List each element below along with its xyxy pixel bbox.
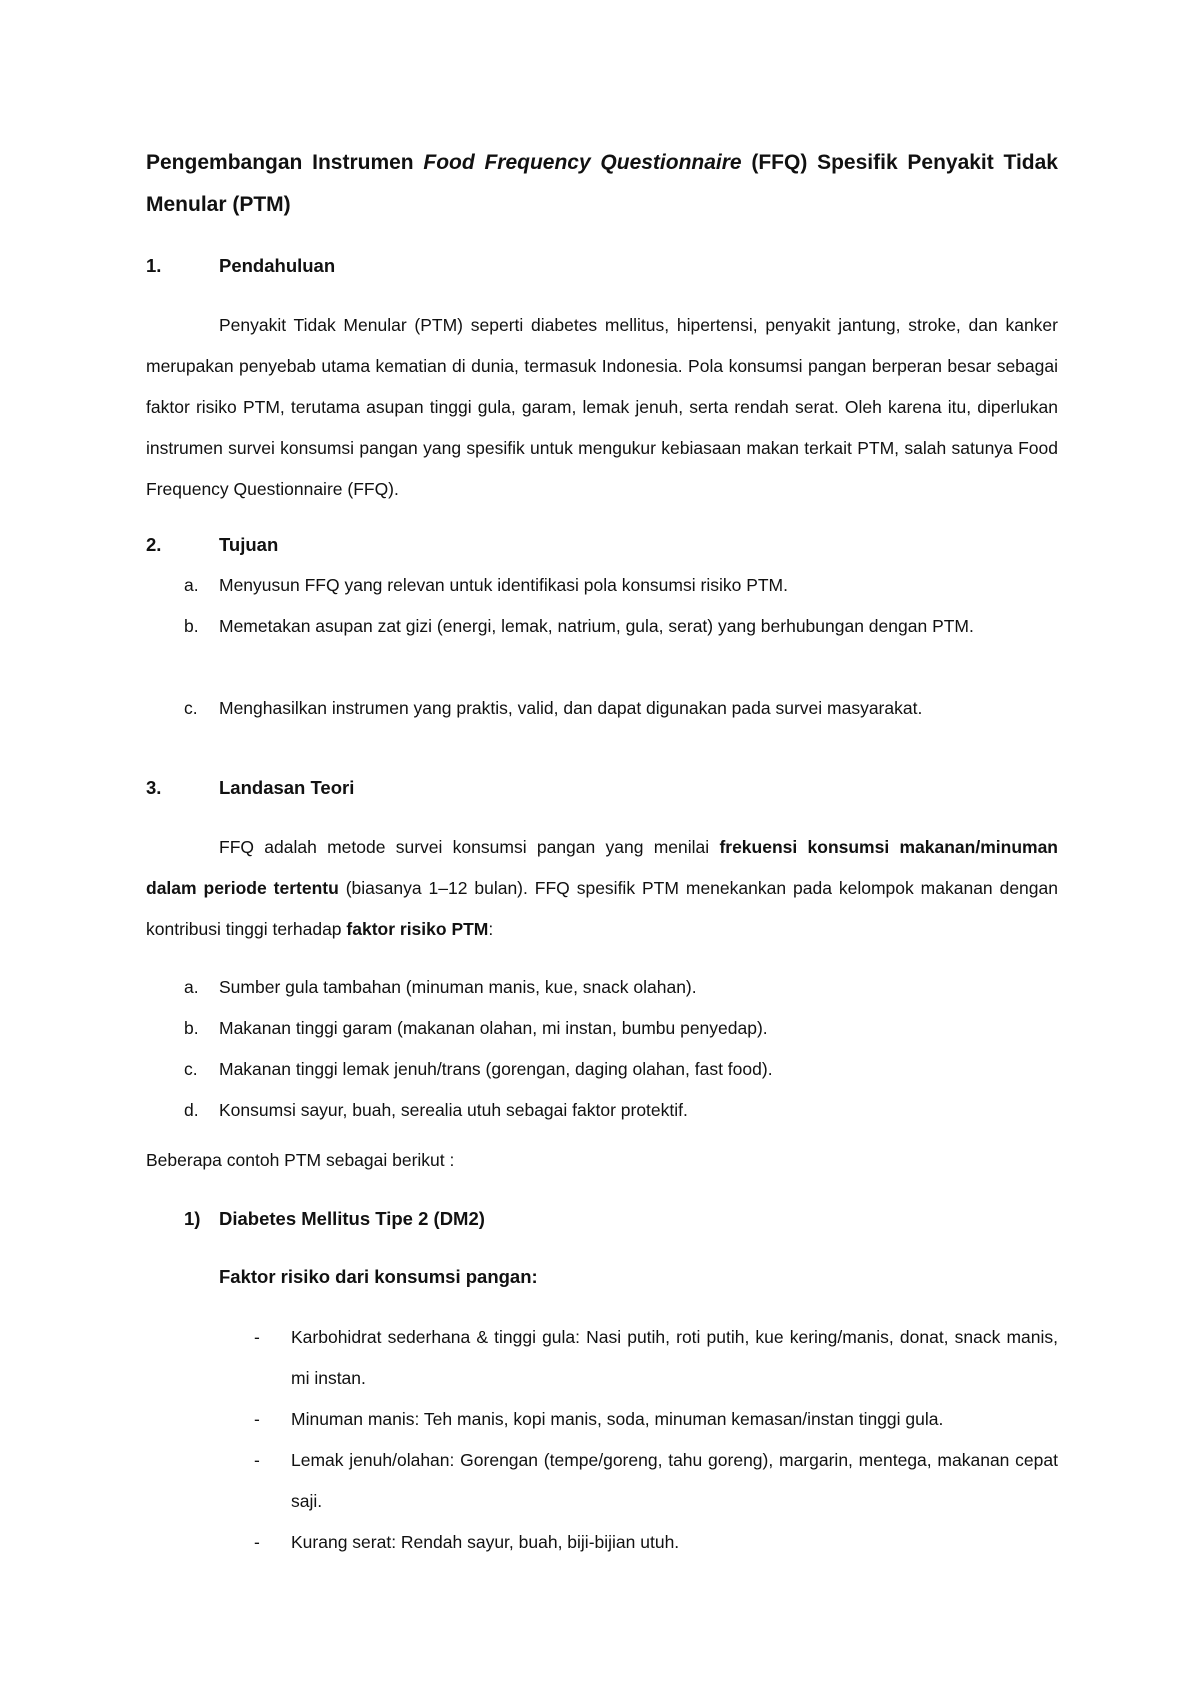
risk-factor-subheading: Faktor risiko dari konsumsi pangan: <box>219 1266 538 1287</box>
emphasis-frekuensi: frekuensi konsumsi makanan/minuman dalam periode tertentu <box>146 837 1058 898</box>
section-number: 2. <box>146 534 162 555</box>
document-title <box>146 142 1058 226</box>
list-text: Konsumsi sayur, buah, serealia utuh sebagai faktor protektif. <box>219 1100 688 1120</box>
section-title: Landasan Teori <box>219 777 355 798</box>
list-item <box>146 1049 1058 1090</box>
examples-intro: Beberapa contoh PTM sebagai berikut : <box>146 1150 455 1170</box>
list-marker: a. <box>184 575 199 595</box>
disease-number: 1) <box>184 1208 201 1229</box>
landasan-teori-paragraph <box>146 827 1058 950</box>
list-item <box>146 606 1058 647</box>
disease-heading-dm2 <box>184 1207 1058 1231</box>
list-marker: a. <box>184 977 199 997</box>
list-marker: - <box>254 1450 260 1470</box>
section-number: 3. <box>146 777 162 798</box>
section-title: Tujuan <box>219 534 279 555</box>
section-number: 1. <box>146 255 162 276</box>
list-item <box>146 1399 1058 1440</box>
list-marker: b. <box>184 616 199 636</box>
list-item <box>146 565 1058 606</box>
list-text: Minuman manis: Teh manis, kopi manis, soda, minuman kemasan/instan tinggi gula. <box>291 1409 944 1429</box>
list-item <box>146 1440 1058 1522</box>
list-item <box>146 1317 1058 1399</box>
list-text: Sumber gula tambahan (minuman manis, kue, snack olahan). <box>219 977 697 997</box>
list-item <box>146 1522 1058 1563</box>
title-italic: Food Frequency Questionnaire <box>423 151 742 174</box>
title-part1: Pengembangan Instrumen <box>146 151 424 174</box>
list-marker: - <box>254 1409 260 1429</box>
list-item <box>146 1090 1058 1131</box>
section-heading-pendahuluan <box>146 254 1058 278</box>
list-item <box>146 1008 1058 1049</box>
text-run: FFQ adalah metode survei konsumsi pangan yang menilai <box>219 837 720 857</box>
list-marker: - <box>254 1327 260 1347</box>
list-marker: - <box>254 1532 260 1552</box>
section-title: Pendahuluan <box>219 255 336 276</box>
title-part2: (FFQ) Spesifik Penyakit Tidak Menular (PTM) <box>146 151 1058 216</box>
list-item <box>146 967 1058 1008</box>
list-marker: c. <box>184 698 198 718</box>
text-run: : <box>488 919 494 939</box>
pendahuluan-paragraph: Penyakit Tidak Menular (PTM) seperti diabetes mellitus, hipertensi, penyakit jantung, stroke, dan kanker merupakan penyebab utama kematian di dunia, termasuk Indonesia. Pola konsumsi pangan berperan besar sebagai faktor risiko PTM, terutama asupan tinggi gula, garam, lemak jenuh, serta rendah serat. Oleh karena itu, diperlukan instrumen survei konsumsi pangan yang spesifik untuk mengukur kebiasaan makan terkait PTM, salah satunya Food Frequency Questionnaire (FFQ). <box>146 315 1058 499</box>
disease-title: Diabetes Mellitus Tipe 2 (DM2) <box>219 1208 485 1229</box>
list-text: Menyusun FFQ yang relevan untuk identifikasi pola konsumsi risiko PTM. <box>219 575 788 595</box>
list-text: Makanan tinggi lemak jenuh/trans (gorengan, daging olahan, fast food). <box>219 1059 773 1079</box>
list-marker: c. <box>184 1059 198 1079</box>
list-text: Memetakan asupan zat gizi (energi, lemak, natrium, gula, serat) yang berhubungan dengan PTM. <box>219 616 974 636</box>
section-heading-tujuan <box>146 533 1058 557</box>
list-text: Makanan tinggi garam (makanan olahan, mi instan, bumbu penyedap). <box>219 1018 768 1038</box>
list-marker: b. <box>184 1018 199 1038</box>
text-run: (biasanya 1–12 bulan). FFQ spesifik PTM menekankan pada kelompok makanan dengan kontribusi tinggi terhadap <box>146 878 1058 939</box>
list-text: Menghasilkan instrumen yang praktis, valid, dan dapat digunakan pada survei masyarakat. <box>219 698 923 718</box>
section-heading-landasan-teori <box>146 776 1058 800</box>
list-text: Lemak jenuh/olahan: Gorengan (tempe/goreng, tahu goreng), margarin, mentega, makanan cepat saji. <box>291 1450 1058 1511</box>
emphasis-faktor-risiko: faktor risiko PTM <box>346 919 489 939</box>
list-item <box>146 688 1058 729</box>
list-text: Kurang serat: Rendah sayur, buah, biji-bijian utuh. <box>291 1532 680 1552</box>
list-marker: d. <box>184 1100 199 1120</box>
list-text: Karbohidrat sederhana & tinggi gula: Nasi putih, roti putih, kue kering/manis, donat, snack manis, mi instan. <box>291 1327 1058 1388</box>
